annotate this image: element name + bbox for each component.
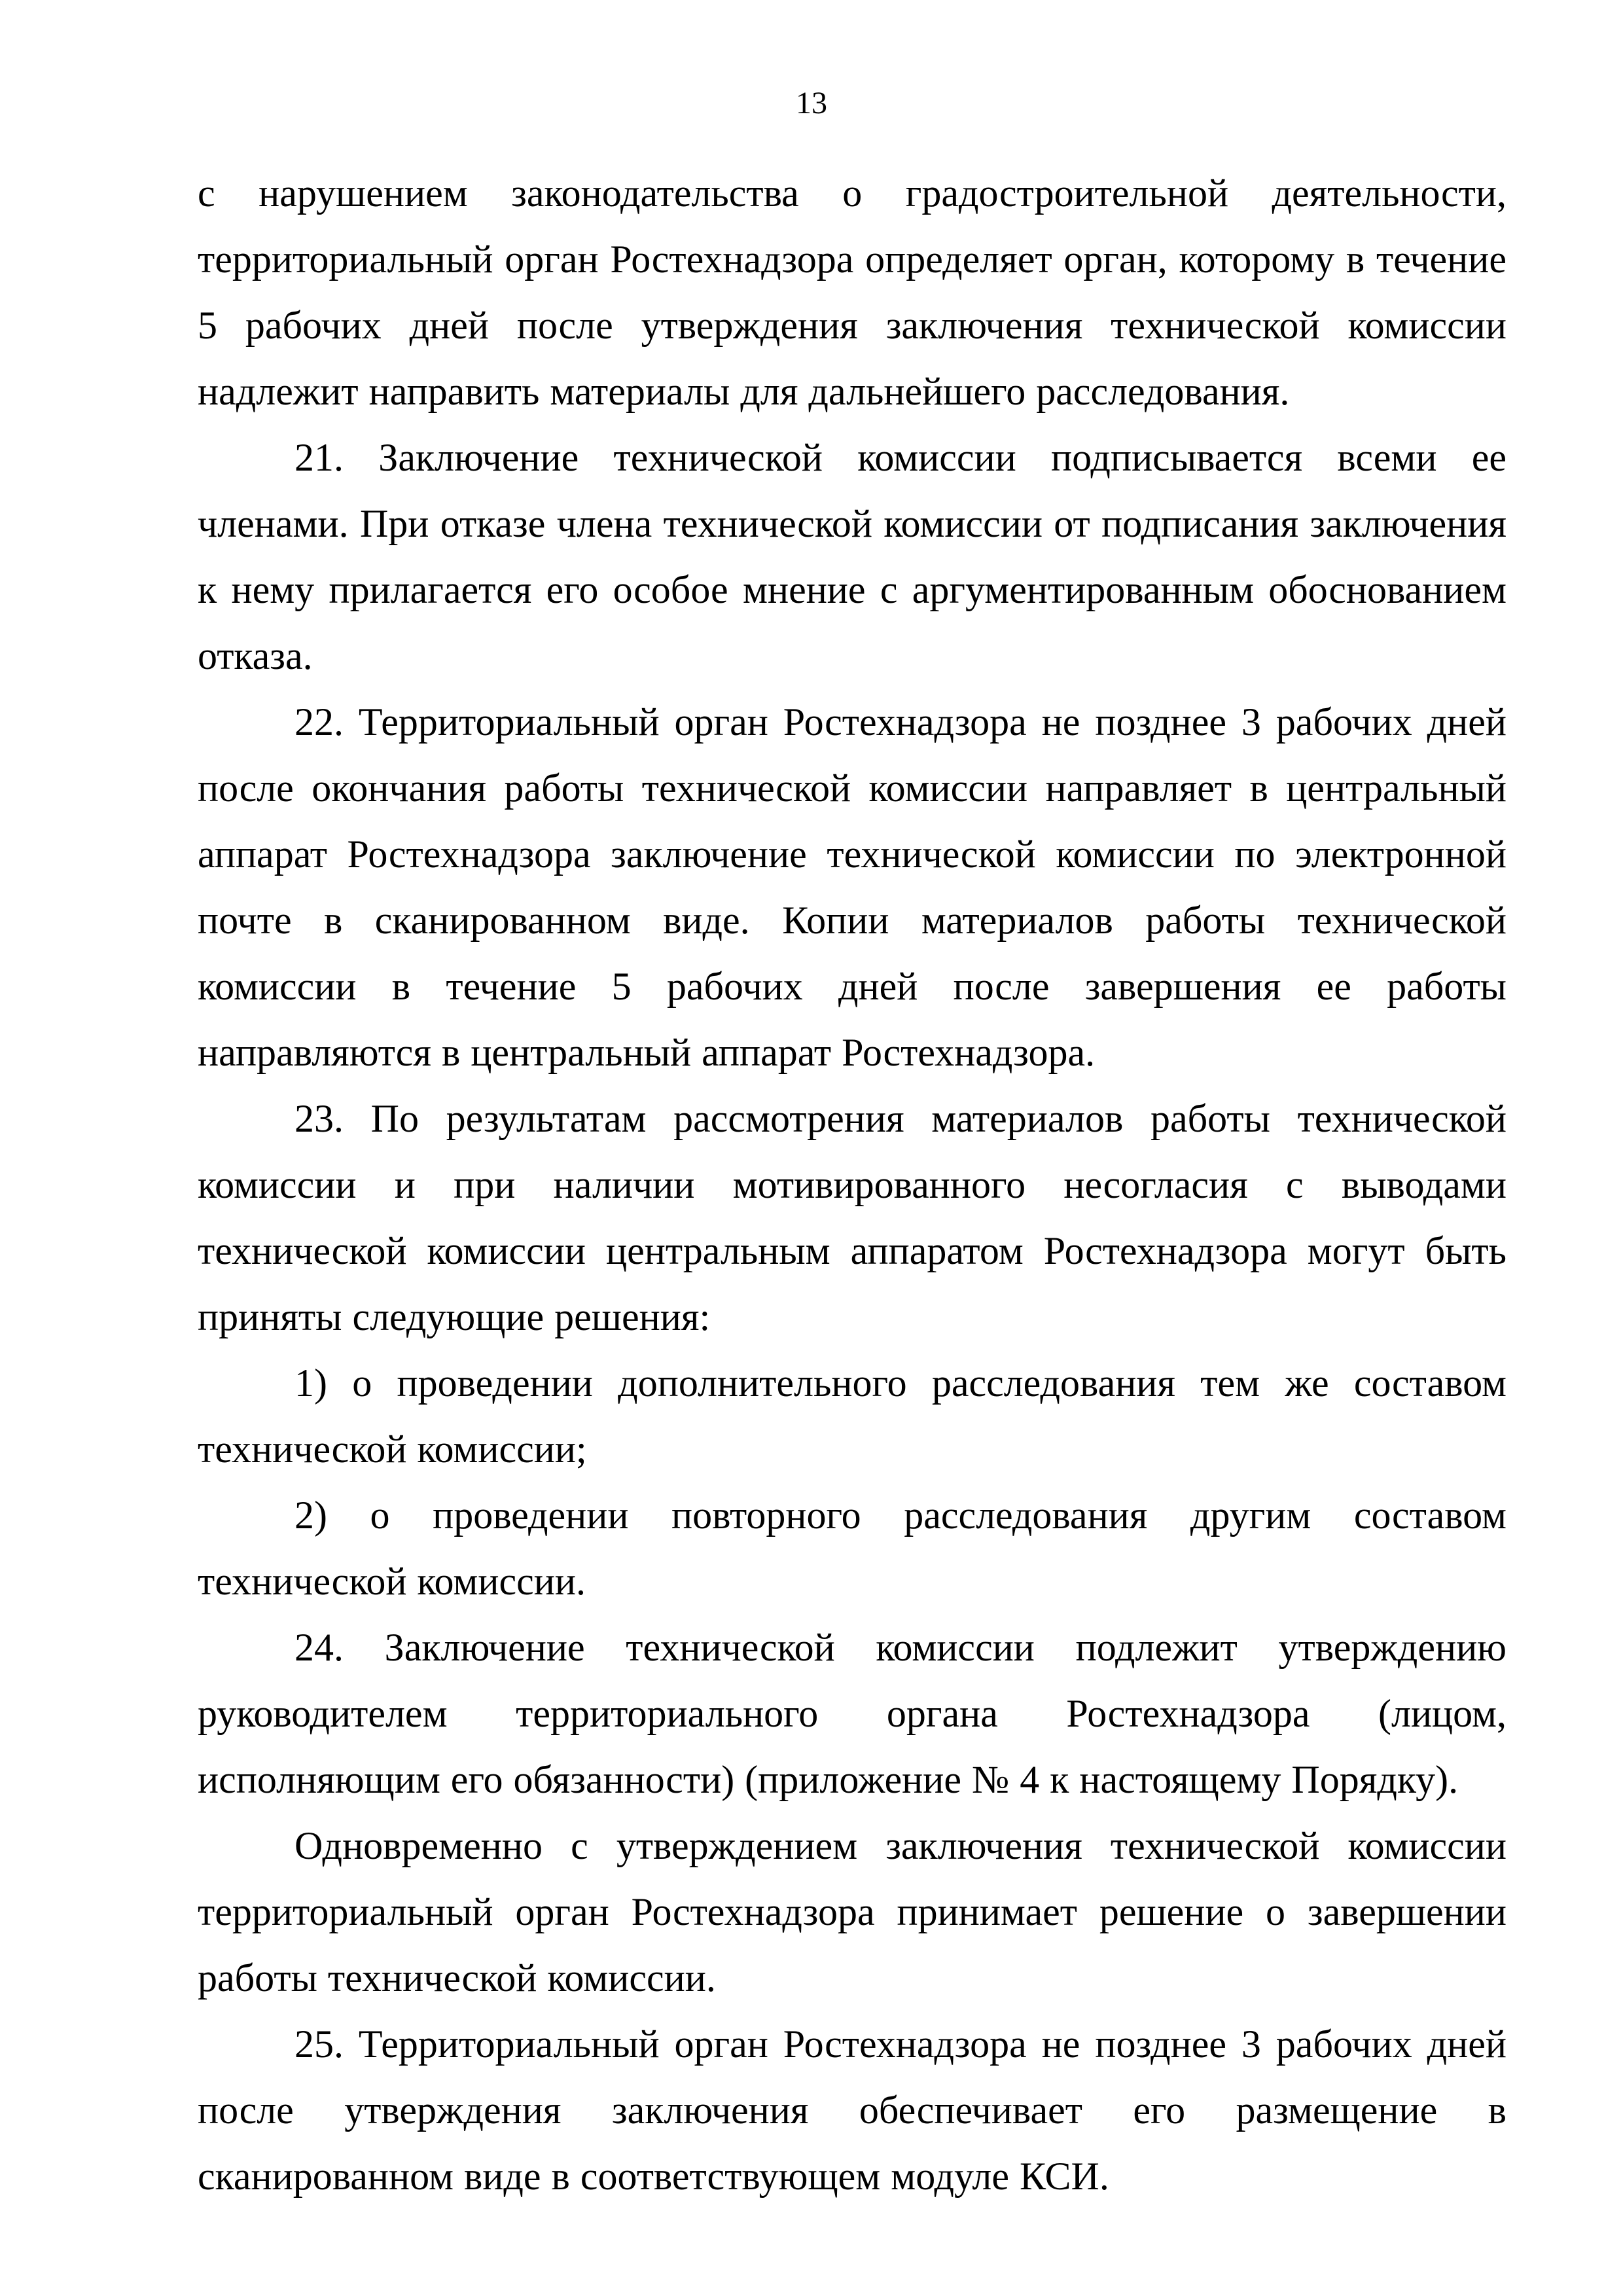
page-number: 13 — [796, 86, 827, 120]
paragraph-continuation: с нарушением законодательства о градостроительной деятельности, территориальный орган Ростехнадзора определяет орган, которому в течение 5 рабочих дней после утверждения заключения технической комиссии надлежит направить материалы для дальнейшего расследования. — [198, 171, 1507, 413]
paragraph-item-24: 24. Заключение технической комиссии подлежит утверждению руководителем территориального органа Ростехнадзора (лицом, исполняющим его обязанности) (приложение № 4 к настоящему Порядку). — [198, 1626, 1507, 1801]
paragraph-item-23-1: 1) о проведении дополнительного расследования тем же составом технической комиссии; — [198, 1361, 1507, 1471]
paragraph-item-21: 21. Заключение технической комиссии подписывается всеми ее членами. При отказе члена технической комиссии от подписания заключения к нему прилагается его особое мнение с аргументированным обоснованием отказа. — [198, 436, 1507, 677]
paragraph-item-24-continuation: Одновременно с утверждением заключения технической комиссии территориальный орган Ростехнадзора принимает решение о завершении работы технической комиссии. — [198, 1824, 1507, 2000]
document-body — [198, 160, 1507, 2210]
paragraph-item-25: 25. Территориальный орган Ростехнадзора не позднее 3 рабочих дней после утверждения заключения обеспечивает его размещение в сканированном виде в соответствующем модуле КСИ. — [198, 2022, 1507, 2198]
paragraph-item-22: 22. Территориальный орган Ростехнадзора не позднее 3 рабочих дней после окончания работы технической комиссии направляет в центральный аппарат Ростехнадзора заключение технической комиссии по электронной почте в сканированном виде. Копии материалов работы технической комиссии в течение 5 рабочих дней после завершения ее работы направляются в центральный аппарат Ростехнадзора. — [198, 700, 1507, 1074]
paragraph-item-23: 23. По результатам рассмотрения материалов работы технической комиссии и при наличии мотивированного несогласия с выводами технической комиссии центральным аппаратом Ростехнадзора могут быть приняты следующие решения: — [198, 1097, 1507, 1338]
paragraph-item-23-2: 2) о проведении повторного расследования другим составом технической комиссии. — [198, 1494, 1507, 1603]
